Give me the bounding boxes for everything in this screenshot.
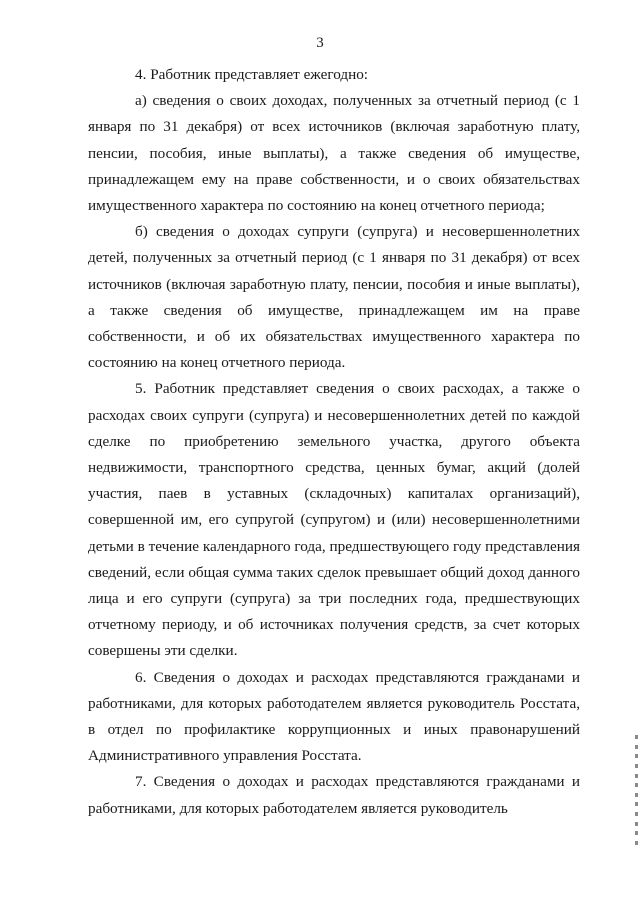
scan-mark (635, 745, 638, 749)
scan-mark (635, 793, 638, 797)
scan-mark (635, 831, 638, 835)
scan-mark (635, 735, 638, 739)
scan-mark (635, 783, 638, 787)
scan-mark (635, 774, 638, 778)
paragraph-5: 5. Работник представляет сведения о своих расходах, а также о расходах своих супруги (супруга) и несовершеннолетних детей по каждой сделке по приобретению земельного участка, другого объекта недвижимости, транспортного средства, ценных бумаг, акций (долей участия, паев в уставных (складочных) капиталах организаций), совершенной им, его супругой (супругом) и (или) несовершеннолетними детьми в течение календарного года, предшествующего году представления сведений, если общая сумма таких сделок превышает общий доход данного лица и его супруги (супруга) за три последних года, предшествующих отчетному периоду, и об источниках получения средств, за счет которых совершены эти сделки. (88, 380, 580, 660)
paragraph-6: 6. Сведения о доходах и расходах представляются гражданами и работниками, для которых работодателем является руководитель Росстата, в отдел по профилактике коррупционных и иных правонарушений Административного управления Росстата. (88, 668, 580, 765)
scan-mark (635, 822, 638, 826)
scan-mark (635, 764, 638, 768)
scan-mark (635, 812, 638, 816)
scan-mark (635, 841, 638, 845)
paragraph-7: 7. Сведения о доходах и расходах представляются гражданами и работниками, для которых работодателем является руководитель (88, 773, 580, 817)
paragraph-4a: а) сведения о своих доходах, полученных за отчетный период (с 1 января по 31 декабря) от всех источников (включая заработную плату, пенсии, пособия, иные выплаты), а также сведения об имуществе, принадлежащем ему на праве собственности, и о своих обязательствах имущественного характера по состоянию на конец отчетного периода; (88, 92, 580, 215)
scan-mark (635, 754, 638, 758)
scan-edge-marks (635, 735, 638, 845)
page-number: 3 (316, 35, 324, 51)
scan-mark (635, 802, 638, 806)
document-body (88, 62, 580, 822)
paragraph-4-intro: 4. Работник представляет ежегодно: (135, 66, 369, 83)
paragraph-4b: б) сведения о доходах супруги (супруга) и несовершеннолетних детей, полученных за отчетный период (с 1 января по 31 декабря) от всех источников (включая заработную плату, пенсии, пособия и иные выплаты), а также сведения об имуществе, принадлежащем им на праве собственности, и об их обязательствах имущественного характера по состоянию на конец отчетного периода. (88, 223, 580, 372)
